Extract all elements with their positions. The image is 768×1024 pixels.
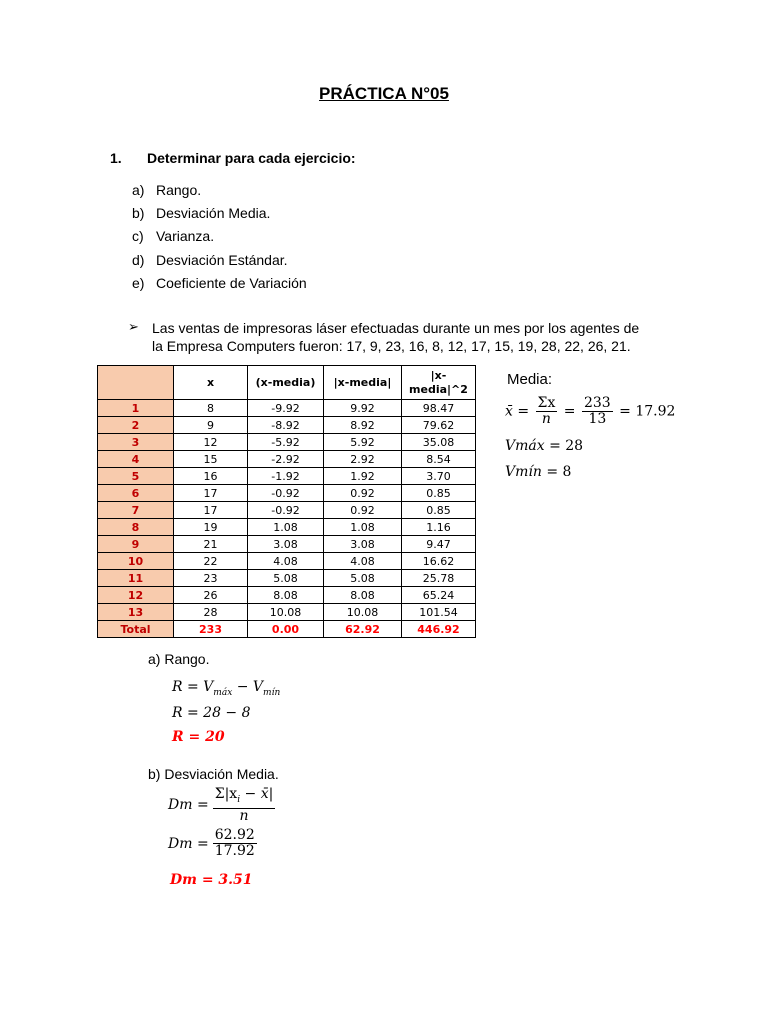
table-row [98, 502, 476, 519]
table-cell: 8.08 [248, 587, 324, 604]
rango-substitution: R = 28 − 8 [172, 705, 251, 721]
table-cell: 98.47 [402, 400, 476, 417]
question-text: Determinar para cada ejercicio: [147, 150, 356, 166]
table-cell: 65.24 [402, 587, 476, 604]
total-cell: 233 [174, 621, 248, 638]
table-cell: 9.92 [324, 400, 402, 417]
total-cell: 446.92 [402, 621, 476, 638]
table-cell: 17 [174, 485, 248, 502]
table-cell: 3.08 [324, 536, 402, 553]
table-row [98, 519, 476, 536]
table-row [98, 468, 476, 485]
table-cell: -1.92 [248, 468, 324, 485]
problem-statement: Las ventas de impresoras láser efectuadas durante un mes por los agentes de la Empresa Computers fueron: 17, 9, 23, 16, 8, 12, 17, 15, 19, 28, 22, 26, 21. [152, 320, 640, 354]
table-cell: 79.62 [402, 417, 476, 434]
table-cell: 22 [174, 553, 248, 570]
list-item: e) Coeficiente de Variación [132, 274, 307, 291]
table-cell: 8.54 [402, 451, 476, 468]
table-cell: 1.16 [402, 519, 476, 536]
rango-formula: $R = V_{máx} - V_{mín}$ [172, 679, 281, 698]
arrow-bullet-icon: ➢ [128, 319, 139, 334]
list-item: b) Desviación Media. [132, 205, 271, 222]
table-cell: 101.54 [402, 604, 476, 621]
table-cell: -0.92 [248, 485, 324, 502]
row-index-cell: 11 [98, 570, 174, 587]
table-cell: 10.08 [248, 604, 324, 621]
table-cell: 15 [174, 451, 248, 468]
row-index-cell: 9 [98, 536, 174, 553]
rango-result: R = 20 [172, 729, 225, 745]
table-header-row [98, 366, 476, 400]
desviacion-heading: b) Desviación Media. [148, 766, 279, 782]
table-cell: 5.08 [324, 570, 402, 587]
mean-formula: x̄ = $\frac{\Sigma x}{n}$ = $\frac{233}{13}$ = 17.92 [505, 395, 676, 427]
table-cell: 28 [174, 604, 248, 621]
row-index-cell: 6 [98, 485, 174, 502]
list-item: a) Rango. [132, 182, 202, 198]
media-label: Media: [507, 371, 553, 388]
table-row [98, 570, 476, 587]
task-list [132, 180, 307, 296]
row-index-cell: 12 [98, 587, 174, 604]
table-cell: 16.62 [402, 553, 476, 570]
table-cell: 5.08 [248, 570, 324, 587]
desviacion-substitution: Dm = $\frac{62.92}{17.92}$ [168, 827, 255, 859]
table-cell: 0.85 [402, 485, 476, 502]
table-cell: 0.92 [324, 502, 402, 519]
table-cell: 4.08 [324, 553, 402, 570]
table-total-row [98, 621, 476, 638]
table-row [98, 434, 476, 451]
total-cell: 0.00 [248, 621, 324, 638]
desviacion-result: Dm = 3.51 [170, 872, 253, 888]
vmin-formula: Vmín = 8 [505, 464, 572, 480]
row-index-cell: 1 [98, 400, 174, 417]
row-index-cell: 4 [98, 451, 174, 468]
table-row [98, 485, 476, 502]
table-cell: 0.92 [324, 485, 402, 502]
row-index-cell: 5 [98, 468, 174, 485]
table-row [98, 417, 476, 434]
table-cell: -2.92 [248, 451, 324, 468]
table-cell: 1.08 [248, 519, 324, 536]
table-row [98, 536, 476, 553]
total-label-cell: Total [98, 621, 174, 638]
table-cell: 8.92 [324, 417, 402, 434]
table-cell: 3.08 [248, 536, 324, 553]
table-row [98, 587, 476, 604]
rango-heading: a) Rango. [148, 651, 210, 667]
question-number: 1. [110, 150, 122, 166]
table-cell: 9.47 [402, 536, 476, 553]
row-index-cell: 10 [98, 553, 174, 570]
table-cell: 4.08 [248, 553, 324, 570]
table-cell: 0.85 [402, 502, 476, 519]
row-index-cell: 3 [98, 434, 174, 451]
data-table [97, 365, 476, 638]
page-title: PRÁCTICA N°05 [319, 84, 449, 103]
table-cell: 19 [174, 519, 248, 536]
total-cell: 62.92 [324, 621, 402, 638]
row-index-cell: 7 [98, 502, 174, 519]
table-cell: -5.92 [248, 434, 324, 451]
table-cell: 5.92 [324, 434, 402, 451]
table-cell: 17 [174, 502, 248, 519]
table-cell: 8.08 [324, 587, 402, 604]
table-cell: 1.08 [324, 519, 402, 536]
table-cell: 25.78 [402, 570, 476, 587]
column-header: |x-media| [324, 366, 402, 400]
table-cell: 1.92 [324, 468, 402, 485]
table-cell: 26 [174, 587, 248, 604]
row-index-cell: 13 [98, 604, 174, 621]
table-cell: 10.08 [324, 604, 402, 621]
table-row [98, 604, 476, 621]
row-index-cell: 2 [98, 417, 174, 434]
table-cell: -8.92 [248, 417, 324, 434]
desviacion-formula: Dm = $\frac{\Sigma|x_i - x̄|}{n}$ [168, 786, 274, 824]
column-header: (x-media) [248, 366, 324, 400]
list-item: c) Varianza. [132, 228, 215, 245]
table-corner-cell [98, 366, 174, 400]
table-cell: 2.92 [324, 451, 402, 468]
row-index-cell: 8 [98, 519, 174, 536]
table-cell: 9 [174, 417, 248, 434]
table-cell: 3.70 [402, 468, 476, 485]
table-cell: 12 [174, 434, 248, 451]
table-row [98, 451, 476, 468]
table-cell: -9.92 [248, 400, 324, 417]
list-item: d) Desviación Estándar. [132, 251, 288, 268]
table-cell: 23 [174, 570, 248, 587]
table-row [98, 553, 476, 570]
table-cell: 21 [174, 536, 248, 553]
table-cell: 16 [174, 468, 248, 485]
vmax-formula: Vmáx = 28 [505, 438, 584, 454]
table-cell: -0.92 [248, 502, 324, 519]
column-header: |x- media|^2 [402, 366, 476, 400]
table-cell: 35.08 [402, 434, 476, 451]
table-row [98, 400, 476, 417]
column-header: x [174, 366, 248, 400]
table-cell: 8 [174, 400, 248, 417]
